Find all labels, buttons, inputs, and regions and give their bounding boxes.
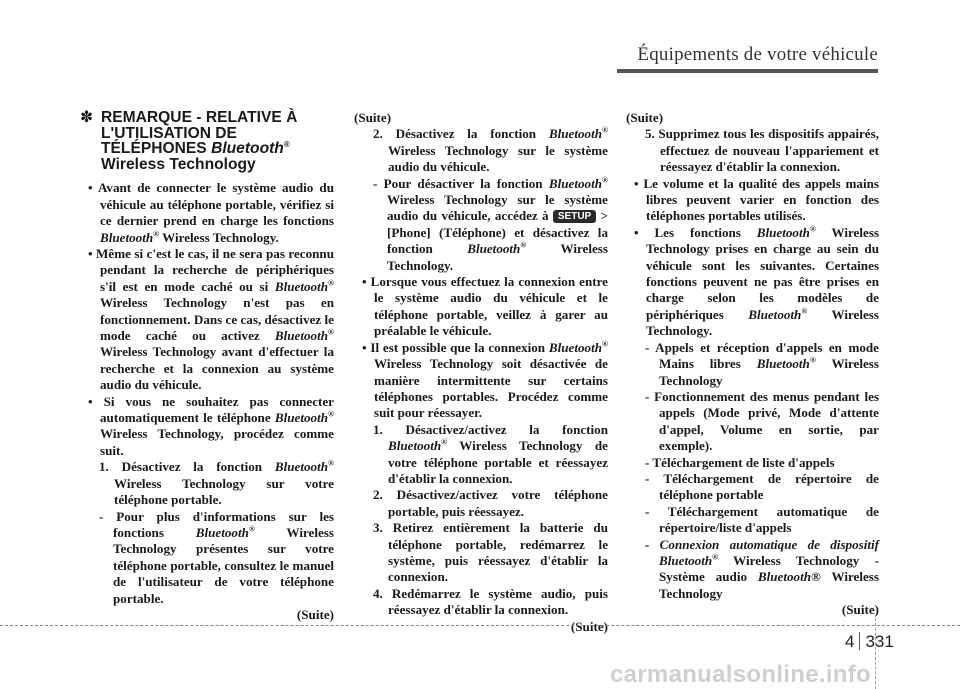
c1-bullet-1: • Avant de connecter le système audio du véhicule au téléphone portable, vérifiez si ce dernier prend en charge les fonctions Bluetooth® Wireless Technology. [88, 180, 334, 245]
c3-bullet-1: • Le volume et la qualité des appels mains libres peuvent varier en fonction des téléphones portables utilisés. [634, 175, 879, 224]
column-2 [354, 110, 608, 635]
heading-line-1: REMARQUE - RELATIVE À [101, 109, 298, 126]
watermark: carmanualsonline.info [610, 661, 872, 688]
c1-step-1: 1. Désactivez la fonction Bluetooth® Wireless Technology sur votre téléphone portable. [99, 458, 334, 508]
c3-dash-4: - Téléchargement de répertoire de téléphone portable [645, 470, 879, 503]
header-rule [617, 69, 878, 73]
page-number [845, 632, 894, 652]
c3-dash-5: - Téléchargement automatique de répertoire/liste d'appels [645, 503, 879, 536]
c2-dash-1: - Pour désactiver la fonction Bluetooth® Wireless Technology sur le système audio du véhicule, accédez à SETUP > [Phone] (Téléphone) et désactivez la fonction Bluetooth® Wireless Technology. [373, 175, 608, 273]
c3-dash-1: - Appels et réception d'appels en mode Mains libres Bluetooth® Wireless Technology [645, 339, 879, 388]
c3-suite: (Suite) [841, 602, 879, 618]
c2-bullet-1: • Lorsque vous effectuez la connexion entre le système audio du véhicule et le téléphone portable, veillez à garer au préalable le véhicule. [362, 274, 608, 339]
c2-step-2b: 2. Désactivez/activez votre téléphone portable, puis réessayez. [373, 487, 608, 519]
column-3 [626, 110, 879, 619]
setup-key-icon: SETUP [553, 210, 596, 223]
crop-mark [875, 618, 876, 689]
c2-step-3: 3. Retirez entièrement la batterie du téléphone portable, redémarrez le système, puis réessayez d'établir la connexion. [373, 520, 608, 585]
c3-suite-top: (Suite) [626, 110, 664, 125]
c2-suite: (Suite) [570, 618, 608, 634]
c2-step-1b: 1. Désactivez/activez la fonction Bluetooth® Wireless Technology de votre téléphone portable et réessayez d'établir la connexion. [373, 421, 608, 486]
note-star-icon: ✽ [80, 109, 94, 126]
c2-step-2: 2. Désactivez la fonction Bluetooth® Wireless Technology sur le système audio du véhicule. [373, 126, 608, 175]
c3-step-5: 5. Supprimez tous les dispositifs appairés, effectuez de nouveau l'appariement et réessayez d'établir la connexion. [645, 126, 879, 175]
c3-dash-2: - Fonctionnement des menus pendant les appels (Mode privé, Mode d'attente d'appel, Volume en sortie, par exemple). [645, 388, 879, 454]
c1-suite: (Suite) [296, 606, 334, 622]
c1-bullet-3: • Si vous ne souhaitez pas connecter automatiquement le téléphone Bluetooth® Wireless Technology, procédez comme suit. [88, 393, 334, 458]
page-header-title: Équipements de votre véhicule [637, 44, 878, 65]
heading-line-3: TÉLÉPHONES Bluetooth® [101, 140, 290, 158]
c3-bullet-2: • Les fonctions Bluetooth® Wireless Technology prises en charge au sein du véhicule sont les suivantes. Certaines fonctions peuvent ne pas être prises en charge selon les modèles de périphériques Bluetooth® Wireless Technology. [634, 224, 880, 339]
c1-bullet-2: • Même si c'est le cas, il ne sera pas reconnu pendant la recherche de périphériques s'il est en mode caché ou si Bluetooth® Wireless Technology n'est pas en fonctionnement. Dans ce cas, désactivez le mode caché ou activez Bluetooth® Wireless Technology avant d'effectuer la recherche et la connexion au système audio du véhicule. [88, 246, 334, 393]
bottom-rule [0, 625, 960, 626]
c3-dash-3: - Téléchargement de liste d'appels [645, 454, 835, 470]
c2-suite-top: (Suite) [354, 110, 392, 125]
note-heading [80, 110, 334, 172]
c1-dash-1: - Pour plus d'informations sur les fonctions Bluetooth® Wireless Technology présentes sur votre téléphone portable, consultez le manuel de l'utilisateur de votre téléphone portable. [99, 508, 334, 606]
chapter-number: 4 [845, 632, 855, 651]
page-number-separator [859, 632, 860, 650]
column-1 [80, 110, 334, 623]
c2-bullet-2: • Il est possible que la connexion Bluetooth® Wireless Technology soit désactivée de manière intermittente sur certains téléphones portables. Procédez comme suit pour réessayer. [362, 339, 608, 421]
c3-dash-6: - Connexion automatique de dispositif Bluetooth® Wireless Technology - Système audio Bluetooth® Wireless Technology [645, 536, 879, 601]
heading-line-4: Wireless Technology [101, 155, 256, 173]
page-number-value: 331 [865, 632, 894, 651]
c2-step-4: 4. Redémarrez le système audio, puis réessayez d'établir la connexion. [373, 585, 608, 618]
heading-line-2: L'UTILISATION DE [101, 124, 237, 142]
